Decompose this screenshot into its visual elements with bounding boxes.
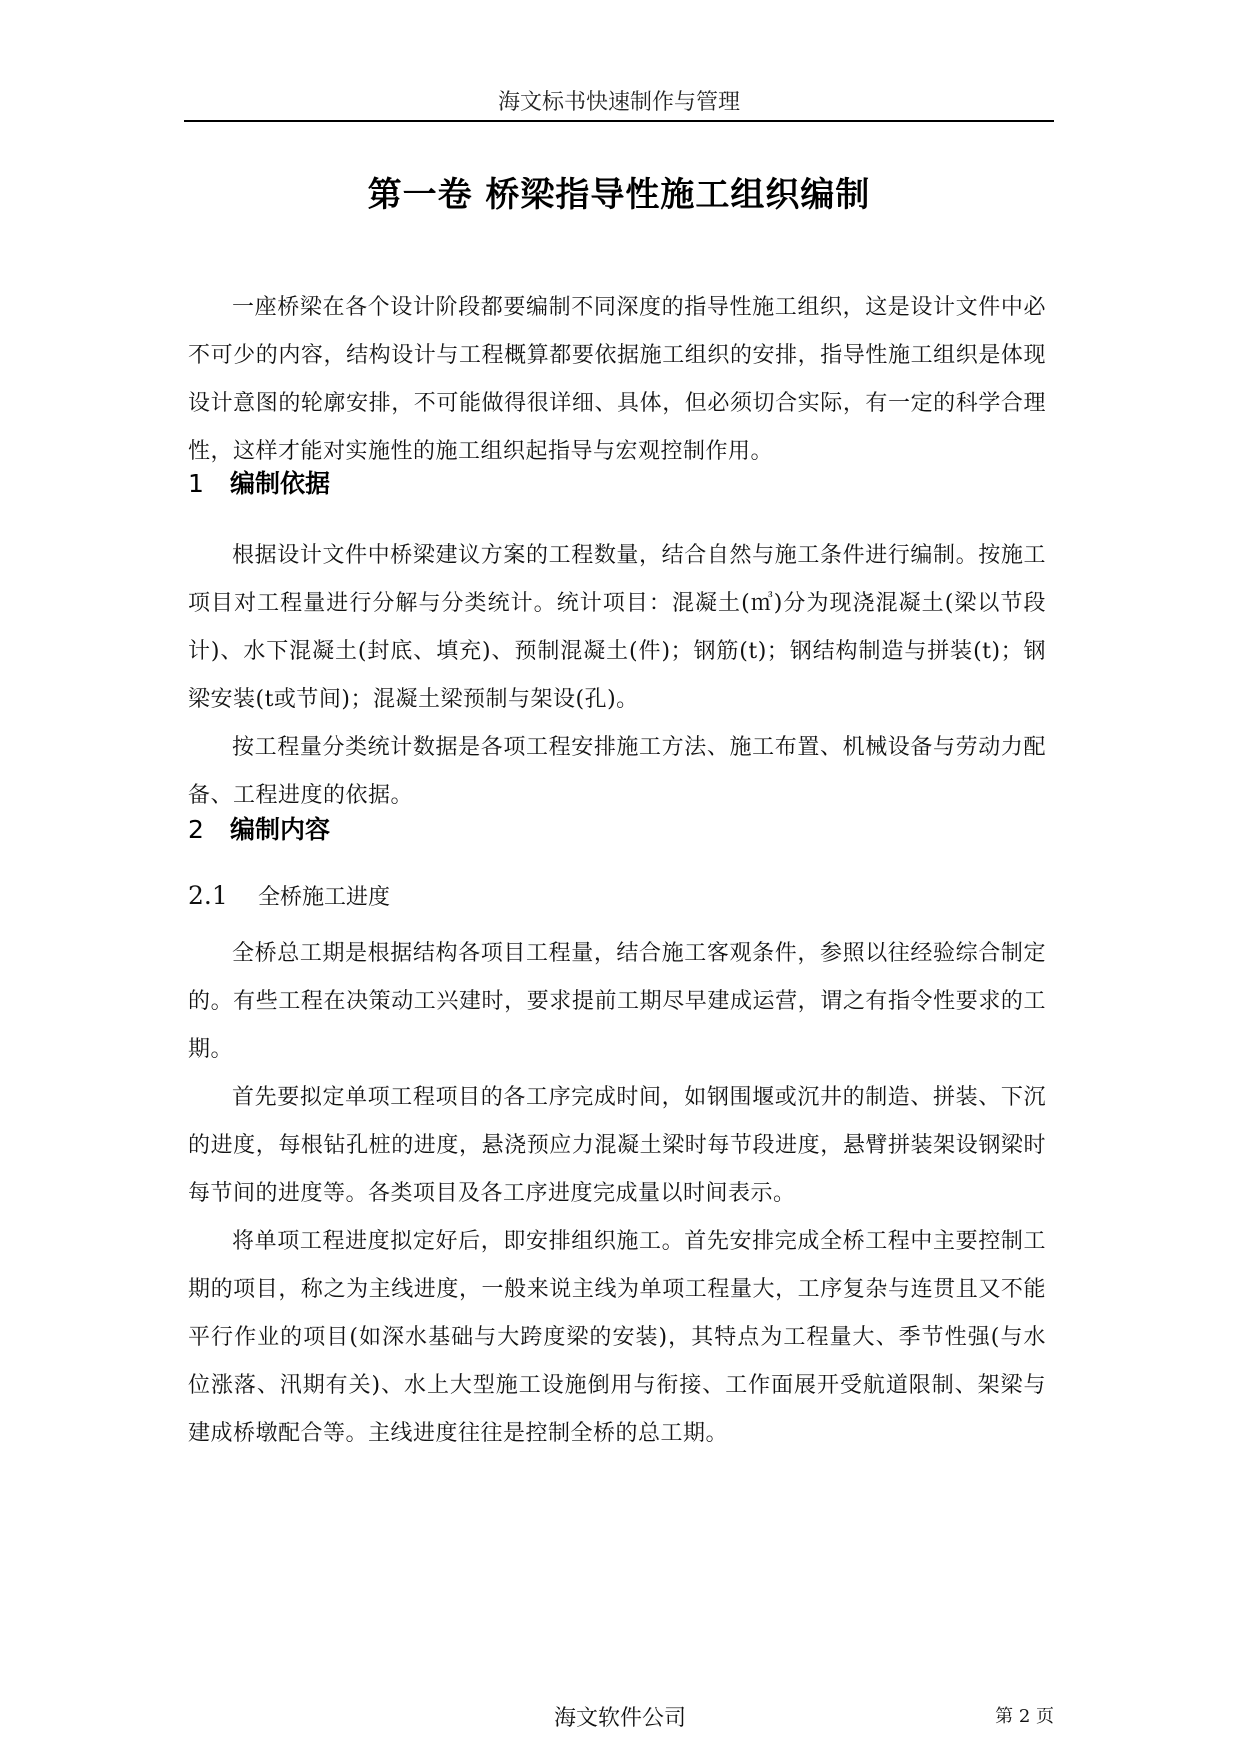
intro-paragraph-block <box>188 284 1046 476</box>
section-2-number: 2 <box>188 815 204 844</box>
section-1-paragraph-2: 按工程量分类统计数据是各项工程安排施工方法、施工布置、机械设备与劳动力配备、工程进度的依据。 <box>188 735 1046 808</box>
section-1-paragraph-1: 根据设计文件中桥梁建议方案的工程数量，结合自然与施工条件进行编制。按施工项目对工程量进行分解与分类统计。统计项目：混凝土(㎥)分为现浇混凝土(梁以节段计)、水下混凝土(封底、填充)、预制混凝土(件)；钢筋(t)；钢结构制造与拼装(t)；钢梁安装(t或节间)；混凝土梁预制与架设(孔)。 <box>188 543 1046 712</box>
subsection-2-1-body <box>188 930 1046 1458</box>
section-1-heading <box>188 464 1046 504</box>
document-title: 第一卷 桥梁指导性施工组织编制 <box>367 175 871 215</box>
header-divider <box>184 120 1054 122</box>
subsection-2-1-paragraph-2: 首先要拟定单项工程项目的各工序完成时间，如钢围堰或沉井的制造、拼装、下沉的进度，每根钻孔桩的进度，悬浇预应力混凝土梁时每节段进度，悬臂拼装架设钢梁时每节间的进度等。各类项目及各工序进度完成量以时间表示。 <box>188 1085 1046 1206</box>
subsection-2-1-paragraph-3: 将单项工程进度拟定好后，即安排组织施工。首先安排完成全桥工程中主要控制工期的项目，称之为主线进度，一般来说主线为单项工程量大，工序复杂与连贯且又不能平行作业的项目(如深水基础与大跨度梁的安装)，其特点为工程量大、季节性强(与水位涨落、汛期有关)、水上大型施工设施倒用与衔接、工作面展开受航道限制、架梁与建成桥墩配合等。主线进度往往是控制全桥的总工期。 <box>188 1229 1046 1446</box>
intro-paragraph: 一座桥梁在各个设计阶段都要编制不同深度的指导性施工组织，这是设计文件中必不可少的内容，结构设计与工程概算都要依据施工组织的安排，指导性施工组织是体现设计意图的轮廓安排，不可能做得很详细、具体，但必须切合实际，有一定的科学合理性，这样才能对实施性的施工组织起指导与宏观控制作用。 <box>188 295 1046 464</box>
subsection-2-1-paragraph-1: 全桥总工期是根据结构各项目工程量，结合施工客观条件，参照以往经验综合制定的。有些工程在决策动工兴建时，要求提前工期尽早建成运营，谓之有指令性要求的工期。 <box>188 941 1046 1062</box>
section-1-number: 1 <box>188 469 204 498</box>
section-2-heading <box>188 810 1046 850</box>
subsection-2-1-number: 2.1 <box>188 881 228 910</box>
subsection-2-1-heading <box>188 876 1046 918</box>
section-1-title: 编制依据 <box>230 469 331 498</box>
subsection-2-1-title: 全桥施工进度 <box>258 885 391 910</box>
section-2-title: 编制内容 <box>230 815 331 844</box>
page-number: 第 2 页 <box>995 1706 1054 1727</box>
section-1-body <box>188 532 1046 820</box>
page-header: 海文标书快速制作与管理 <box>497 90 740 115</box>
footer-company: 海文软件公司 <box>553 1706 686 1731</box>
